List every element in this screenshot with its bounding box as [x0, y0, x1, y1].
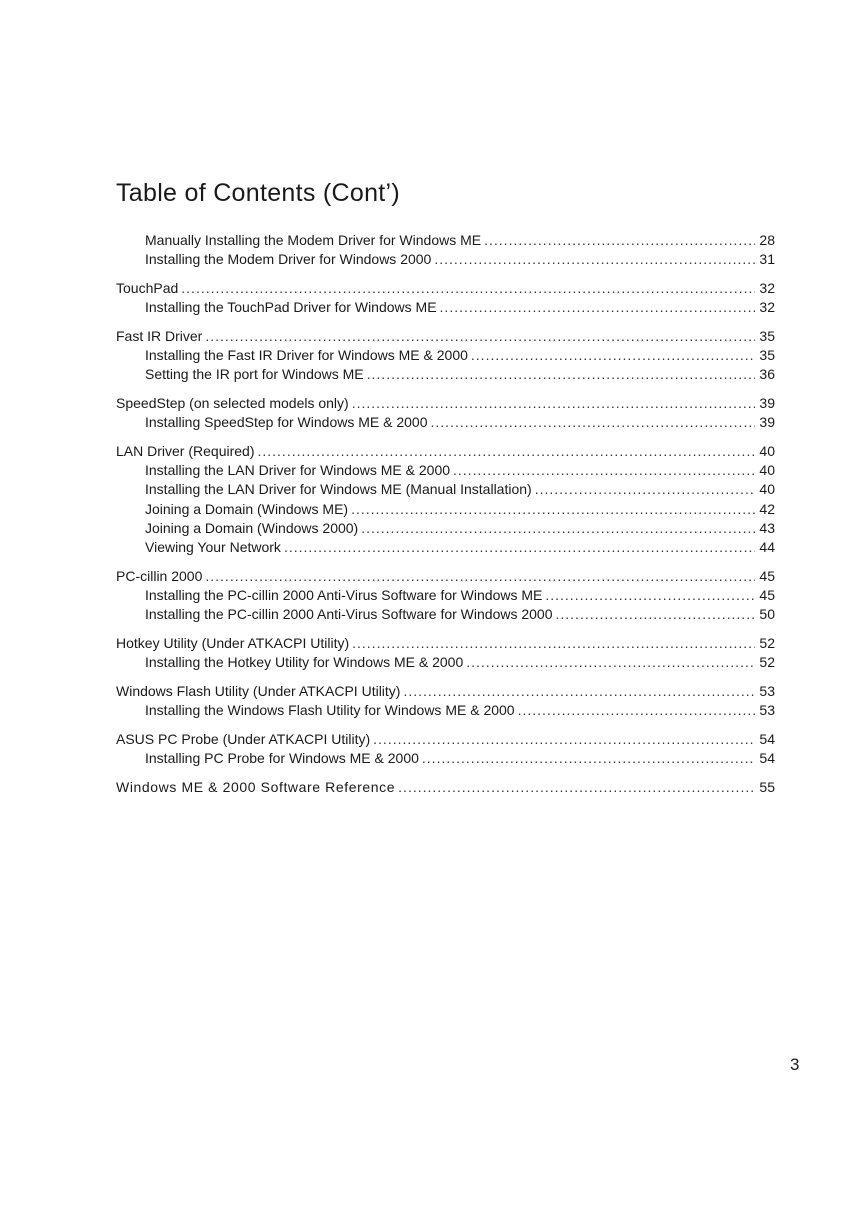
toc-entry-title: Installing the LAN Driver for Windows ME (Manual Installation)	[145, 481, 532, 498]
toc-entry-title: Installing the Windows Flash Utility for Windows ME & 2000	[145, 702, 515, 719]
toc-page-number: 53	[759, 682, 775, 699]
toc-entry-sub[interactable]	[116, 461, 775, 480]
toc-entry-title: Installing the Hotkey Utility for Windows ME & 2000	[145, 654, 464, 671]
toc-page-number: 52	[759, 654, 775, 671]
toc-page-number: 54	[759, 750, 775, 767]
toc-page-number: 53	[759, 702, 775, 719]
toc-group	[116, 327, 775, 385]
toc-entry-main[interactable]	[116, 730, 775, 749]
toc-entry-title: Windows ME & 2000 Software Reference	[116, 778, 396, 795]
toc-entry-sub[interactable]	[116, 250, 775, 269]
toc-leader-dots	[181, 279, 755, 298]
toc-entry-sub[interactable]	[116, 480, 775, 499]
toc-entry-sub[interactable]	[116, 701, 775, 720]
toc-entry-sub[interactable]	[116, 538, 775, 557]
toc-entry-main[interactable]	[116, 327, 775, 346]
toc-entry-title: Installing PC Probe for Windows ME & 2000	[145, 750, 419, 767]
toc-entry-main[interactable]	[116, 634, 775, 653]
toc-entry-title: PC-cillin 2000	[116, 567, 203, 584]
toc-page-number: 32	[759, 299, 775, 316]
toc-leader-dots	[556, 605, 756, 624]
toc-group	[116, 231, 775, 269]
toc-entry-title: Installing SpeedStep for Windows ME & 2000	[145, 414, 428, 431]
toc-page-number: 45	[759, 586, 775, 603]
toc-group	[116, 567, 775, 625]
toc-entry-title: Installing the PC-cillin 2000 Anti-Virus Software for Windows 2000	[145, 606, 553, 623]
toc-page-number: 43	[759, 519, 775, 536]
toc-leader-dots	[535, 480, 755, 499]
toc-page-number: 52	[759, 634, 775, 651]
toc-entry-sub[interactable]	[116, 749, 775, 768]
toc-leader-dots	[205, 327, 755, 346]
toc-entry-title: Viewing Your Network	[145, 539, 281, 555]
toc-page-number: 39	[759, 395, 775, 412]
toc-page-number: 28	[759, 232, 775, 248]
toc-leader-dots	[466, 653, 755, 672]
toc-leader-dots	[440, 298, 755, 317]
toc-entry-sub[interactable]	[116, 519, 775, 538]
toc-page-number: 40	[759, 462, 775, 479]
toc-leader-dots	[453, 461, 755, 480]
toc-leader-dots	[351, 500, 755, 519]
toc-leader-dots	[367, 365, 755, 384]
toc-entry-title: Hotkey Utility (Under ATKACPI Utility)	[116, 634, 350, 651]
toc-leader-dots	[431, 413, 756, 432]
toc-leader-dots	[434, 250, 755, 269]
toc-entry-title: TouchPad	[116, 279, 179, 296]
toc-leader-dots	[352, 394, 755, 413]
toc-page-number: 40	[759, 481, 775, 498]
toc-leader-dots	[398, 778, 755, 797]
toc-leader-dots	[373, 730, 755, 749]
toc-page-number: 35	[759, 327, 775, 344]
toc-entry-main[interactable]	[116, 682, 775, 701]
toc-leader-dots	[361, 519, 755, 538]
toc-page-number: 35	[759, 347, 775, 364]
toc-page-number: 39	[759, 414, 775, 431]
toc-entry-title: Installing the PC-cillin 2000 Anti-Virus Software for Windows ME	[145, 586, 543, 603]
toc-page-number: 55	[759, 778, 775, 795]
toc-group	[116, 279, 775, 317]
toc-entry-sub[interactable]	[116, 346, 775, 365]
toc-entry-title: ASUS PC Probe (Under ATKACPI Utility)	[116, 730, 371, 747]
toc-leader-dots	[403, 682, 755, 701]
toc-entry-title: Joining a Domain (Windows 2000)	[145, 519, 359, 536]
toc-entry-sub[interactable]	[116, 298, 775, 317]
toc-entry-sub[interactable]	[116, 365, 775, 384]
toc-page-number: 36	[759, 366, 775, 383]
toc-entry-sub[interactable]	[116, 500, 775, 519]
toc-page-number: 32	[759, 279, 775, 296]
toc-entry-sub[interactable]	[116, 653, 775, 672]
toc-entry-title: Installing the Modem Driver for Windows 2000	[145, 251, 432, 268]
toc-entry-main[interactable]	[116, 279, 775, 298]
toc-entry-title: Installing the LAN Driver for Windows ME & 2000	[145, 462, 451, 479]
toc-entry-main[interactable]	[116, 778, 775, 797]
toc-entry-sub[interactable]	[116, 231, 775, 250]
toc-group	[116, 778, 775, 797]
toc-page-number: 31	[759, 251, 775, 268]
toc-entry-title: Fast IR Driver	[116, 327, 203, 344]
toc-leader-dots	[545, 586, 755, 605]
toc-entry-main[interactable]	[116, 567, 775, 586]
toc-page-number: 54	[759, 730, 775, 747]
toc-entry-main[interactable]	[116, 394, 775, 413]
toc-group	[116, 442, 775, 557]
toc-entry-title: Manually Installing the Modem Driver for Windows ME	[145, 232, 482, 248]
toc-leader-dots	[518, 701, 755, 720]
toc-entry-sub[interactable]	[116, 605, 775, 624]
toc-leader-dots	[205, 567, 755, 586]
toc-entry-title: Installing the TouchPad Driver for Windows ME	[145, 299, 437, 316]
page-number: 3	[790, 1055, 800, 1074]
toc-group	[116, 730, 775, 768]
toc-leader-dots	[284, 538, 755, 557]
toc-page-number: 42	[759, 500, 775, 517]
toc-group	[116, 634, 775, 672]
toc-leader-dots	[484, 231, 755, 250]
toc-page-number: 40	[759, 443, 775, 460]
toc-entry-title: LAN Driver (Required)	[116, 443, 255, 460]
toc-entry-title: SpeedStep (on selected models only)	[116, 395, 349, 412]
toc-leader-dots	[422, 749, 755, 768]
toc-page-number: 50	[759, 606, 775, 623]
toc-leader-dots	[471, 346, 755, 365]
toc-page-number: 45	[759, 567, 775, 584]
toc-group	[116, 682, 775, 720]
toc-entry-main[interactable]	[116, 442, 775, 461]
toc-entry-title: Windows Flash Utility (Under ATKACPI Utility)	[116, 682, 401, 699]
toc-entry-sub[interactable]	[116, 586, 775, 605]
toc-entry-title: Setting the IR port for Windows ME	[145, 366, 364, 383]
toc-leader-dots	[352, 634, 755, 653]
toc-page-number: 44	[759, 539, 775, 555]
toc-group	[116, 394, 775, 432]
table-of-contents	[116, 231, 775, 807]
toc-entry-sub[interactable]	[116, 413, 775, 432]
toc-entry-title: Joining a Domain (Windows ME)	[145, 500, 349, 517]
toc-leader-dots	[257, 442, 755, 461]
page-title: Table of Contents (Cont’)	[116, 179, 401, 207]
toc-entry-title: Installing the Fast IR Driver for Windows ME & 2000	[145, 347, 468, 364]
